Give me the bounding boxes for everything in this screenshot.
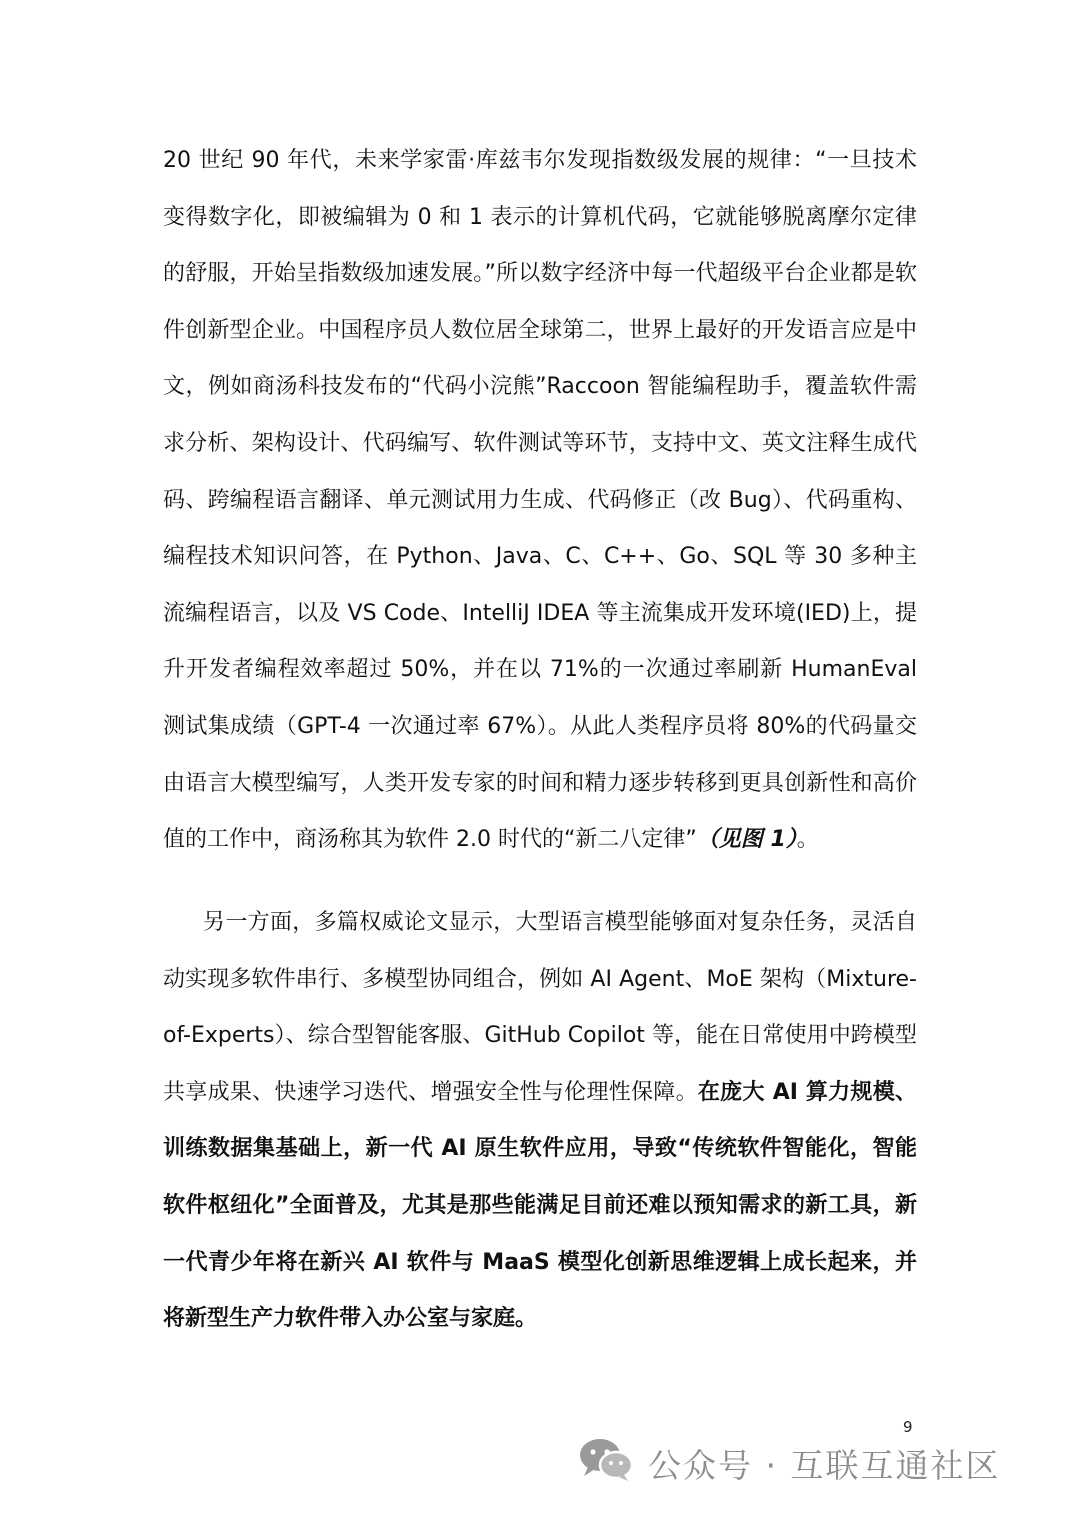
watermark-text: 公众号 · 互联互通社区 bbox=[648, 1445, 1001, 1485]
paragraph-1-end: 。 bbox=[796, 827, 819, 853]
paragraph-2 bbox=[163, 895, 917, 1348]
page-number: 9 bbox=[903, 1418, 913, 1436]
paragraph-1-text: 20 世纪 90 年代，未来学家雷·库兹韦尔发现指数级发展的规律：“一旦技术变得数字化，即被编辑为 0 和 1 表示的计算机代码，它就能够脱离摩尔定律的舒服，开始呈指数级加速发展。”所以数字经济中每一代超级平台企业都是软件创新型企业。中国程序员人数位居全球第二，世界上最好的开发语言应是中文，例如商汤科技发布的“代码小浣熊”Raccoon 智能编程助手，覆盖软件需求分析、架构设计、代码编写、软件测试等环节，支持中文、英文注释生成代码、跨编程语言翻译、单元测试用力生成、代码修正（改 Bug）、代码重构、编程技术知识问答，在 Python、Java、C、C++、Go、SQL 等 30 多种主流编程语言，以及 VS Code、IntelliJ IDEA 等主流集成开发环境(IED)上，提升开发者编程效率超过 50%，并在以 71%的一次通过率刷新 HumanEval 测试集成绩（GPT-4 一次通过率 67%）。从此人类程序员将 80%的代码量交由语言大模型编写，人类开发专家的时间和精力逐步转移到更具创新性和高价值的工作中，商汤称其为软件 2.0 时代的“新二八定律” bbox=[163, 148, 917, 853]
paragraph-2-text: 另一方面，多篇权威论文显示，大型语言模型能够面对复杂任务，灵活自动实现多软件串行、多模型协同组合，例如 AI Agent、MoE 架构（Mixture-of-Experts）、综合型智能客服、GitHub Copilot 等，能在日常使用中跨模型共享成果、快速学习迭代、增强安全性与伦理性保障。 bbox=[163, 910, 917, 1105]
wechat-icon bbox=[578, 1436, 634, 1490]
watermark bbox=[578, 1436, 1000, 1490]
figure-reference: （见图 1） bbox=[696, 827, 797, 853]
paragraph-2-bold-text: 在庞大 AI 算力规模、训练数据集基础上，新一代 AI 原生软件应用，导致“传统软件智能化，智能软件枢纽化”全面普及，尤其是那些能满足目前还难以预知需求的新工具，新一代青少年将在新兴 AI 软件与 MaaS 模型化创新思维逻辑上成长起来，并将新型生产力软件带入办公室与家庭。 bbox=[163, 1079, 917, 1332]
paragraph-1 bbox=[163, 133, 917, 869]
